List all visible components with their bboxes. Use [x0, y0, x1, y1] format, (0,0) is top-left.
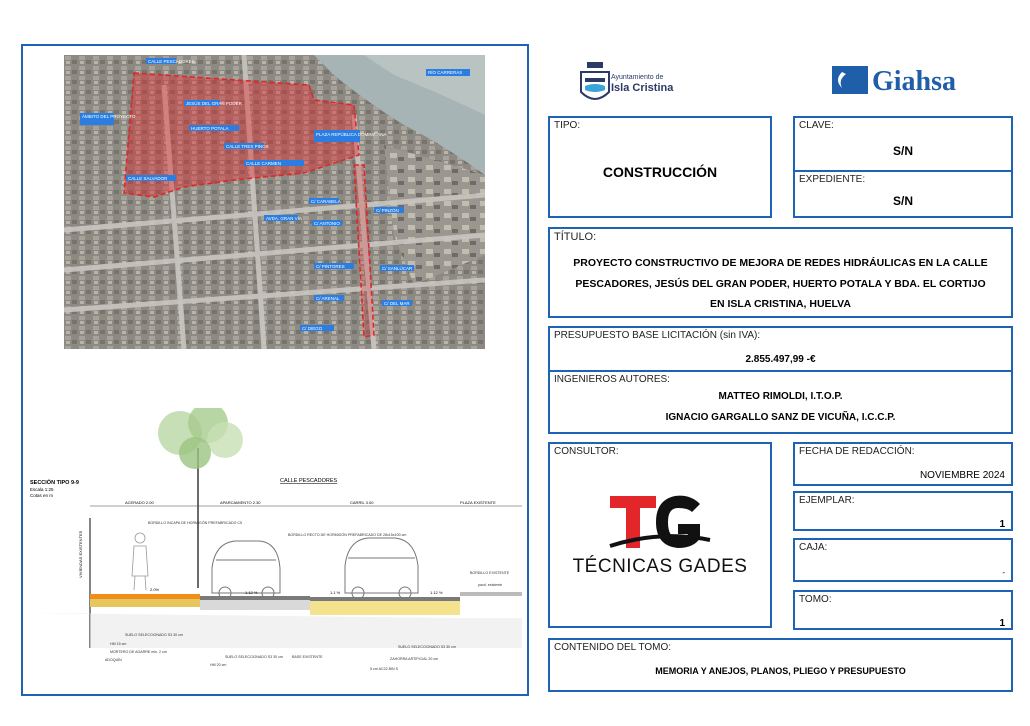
slope-label: 1.1 % — [330, 590, 341, 595]
aerial-map-image — [64, 55, 485, 349]
note: HM 20 cm — [210, 663, 227, 667]
giahsa-icon — [830, 62, 870, 98]
ayto-line1: Ayuntamiento de — [611, 74, 664, 81]
zone-label: APARCAMIENTO 2.30 — [220, 500, 261, 505]
tg-logo-icon — [570, 490, 750, 560]
expediente-box — [793, 170, 1013, 218]
note: pavd. existente — [478, 583, 503, 587]
note: ADOQUÍN — [105, 658, 122, 662]
presupuesto-label: PRESUPUESTO BASE LICITACIÓN (sin IVA): — [554, 330, 761, 341]
slope-label: 1.12 % — [245, 590, 258, 595]
section-street: CALLE PESCADORES — [280, 478, 338, 484]
consultor-label: CONSULTOR: — [554, 446, 619, 457]
titulo-line2: PESCADORES, JESÚS DEL GRAN PODER, HUERTO POTALA Y BDA. EL CORTIJO — [575, 278, 986, 290]
consultor-box — [548, 442, 772, 628]
map-label: JESÚS DEL GRAN PODER — [186, 101, 242, 106]
ingenieros-box — [548, 370, 1013, 434]
map-label: C/ ARENAL — [316, 296, 340, 301]
section-scale: Escala 1:25 — [30, 487, 54, 492]
giahsa-wordmark: Giahsa — [872, 66, 957, 97]
map-label: CALLE TRES PINOS — [226, 144, 269, 149]
tipo-value: CONSTRUCCIÓN — [602, 164, 718, 180]
coat-of-arms-icon — [577, 60, 613, 108]
ejemplar-box — [793, 491, 1013, 531]
tipo-box — [548, 116, 772, 218]
titulo-line1: PROYECTO CONSTRUCTIVO DE MEJORA DE REDES HIDRÁULICAS EN LA CALLE — [573, 257, 988, 269]
titulo-line3: EN ISLA CRISTINA, HUELVA — [710, 298, 851, 310]
zone-label: PLAZA EXISTENTE — [460, 500, 496, 505]
note: SUELO SELECCIONADO S3 30 cm — [125, 633, 183, 637]
lane-surface — [310, 597, 460, 601]
author-2: IGNACIO GARGALLO SANZ DE VICUÑA, I.C.C.P. — [665, 412, 896, 423]
contenido-label: CONTENIDO DEL TOMO: — [554, 642, 672, 653]
note: HM 15 cm — [110, 642, 127, 646]
map-label: RÍO CARRERAS — [428, 70, 463, 75]
map-label: ÁMBITO DEL PROYECTO — [82, 114, 136, 119]
map-label: C/ PINZÓN — [376, 208, 399, 213]
map-label: CALLE CARMEN — [246, 161, 282, 166]
note: BASE EXISTENTE — [292, 655, 323, 659]
caja-box — [793, 538, 1013, 582]
cross-section-drawing — [30, 408, 522, 690]
note: MORTERO DE AGARRE min. 2 cm — [110, 650, 167, 654]
drawing-panel — [21, 44, 529, 696]
clave-label: CLAVE: — [799, 120, 834, 131]
section-units: Cotas en m — [30, 493, 54, 498]
fecha-label: FECHA DE REDACCIÓN: — [799, 446, 915, 457]
presupuesto-box — [548, 326, 1013, 372]
clave-value: S/N — [892, 144, 913, 158]
slope-label: 2.0% — [150, 587, 160, 592]
moving-car-icon — [345, 538, 418, 599]
tecnicas-gades-logo — [570, 490, 750, 590]
map-label: HUERTO POTALA — [191, 126, 229, 131]
map-label: C/ CARABELA — [311, 199, 341, 204]
zone-label: ACERADO 2.00 — [125, 500, 154, 505]
fecha-box — [793, 442, 1013, 486]
ayuntamiento-isla-cristina-logo — [577, 60, 697, 108]
pedestrian-icon — [132, 533, 148, 590]
contenido-value: MEMORIA Y ANEJOS, PLANOS, PLIEGO Y PRESUPUESTO — [655, 666, 906, 676]
map-label: C/ ANTONIO — [314, 221, 340, 226]
section-title: SECCIÓN TIPO 9-9 — [30, 480, 79, 486]
note: BORDILLO EXISTENTE — [470, 571, 510, 575]
caja-label: CAJA: — [799, 542, 828, 553]
typical-cross-section — [30, 408, 522, 690]
note: SUELO SELECCIONADO S3 30 cm — [225, 655, 283, 659]
sidewalk-pavers — [90, 594, 200, 599]
tg-wordmark: TÉCNICAS GADES — [572, 556, 748, 577]
note: BORDILLO INCAPA DE HORMIGÓN PREFABRICADO C5 — [148, 521, 242, 525]
note: ZAHORRA ARTIFICIAL 20 cm — [390, 657, 439, 661]
tomo-value: 1 — [999, 618, 1005, 629]
slope-label: 1.12 % — [430, 590, 443, 595]
titulo-label: TÍTULO: — [554, 231, 597, 243]
ejemplar-value: 1 — [999, 519, 1005, 530]
aerial-location-map — [64, 55, 485, 349]
map-label: AVDA. GRAN VÍA — [266, 216, 302, 221]
ingenieros-label: INGENIEROS AUTORES: — [554, 374, 670, 385]
tomo-label: TOMO: — [799, 594, 832, 605]
zone-label: CARRIL 3.00 — [350, 500, 374, 505]
facade-label: VIVIENDAS EXISTENTES — [78, 530, 83, 578]
note: 5 cm AC22 BIN S — [370, 667, 398, 671]
titulo-box — [548, 227, 1013, 318]
map-label: CALLE PESCADORES — [148, 59, 195, 64]
caja-value: - — [1002, 568, 1005, 577]
note: BORDILLO RECTO DE HORMIGÓN PREFABRICADO DE 28x15x100 cm — [288, 533, 407, 537]
clave-box — [793, 116, 1013, 172]
map-label: PLAZA REPÚBLICA DOMINICANA — [316, 132, 387, 137]
ayto-line2: Isla Cristina — [611, 82, 674, 94]
tomo-box — [793, 590, 1013, 630]
tree-icon — [158, 408, 243, 588]
map-label: C/ DEL MAR — [384, 301, 410, 306]
presupuesto-value: 2.855.497,99 -€ — [745, 354, 816, 365]
contenido-box — [548, 638, 1013, 692]
tipo-label: TIPO: — [554, 120, 581, 131]
map-label: C/ DIEGO — [302, 326, 323, 331]
map-label: CALLE SALVADOR — [128, 176, 168, 181]
fecha-value: NOVIEMBRE 2024 — [919, 470, 1005, 481]
parking-surface — [200, 596, 310, 600]
expediente-value: S/N — [892, 194, 913, 208]
note: SUELO SELECCIONADO S3 30 cm — [398, 645, 456, 649]
map-label: C/ PINTORES — [316, 264, 345, 269]
author-1: MATTEO RIMOLDI, I.T.O.P. — [718, 391, 843, 402]
expediente-label: EXPEDIENTE: — [799, 174, 866, 185]
giahsa-logo — [830, 62, 970, 104]
ejemplar-label: EJEMPLAR: — [799, 495, 855, 506]
map-label: C/ SANLÚCAR — [382, 266, 413, 271]
